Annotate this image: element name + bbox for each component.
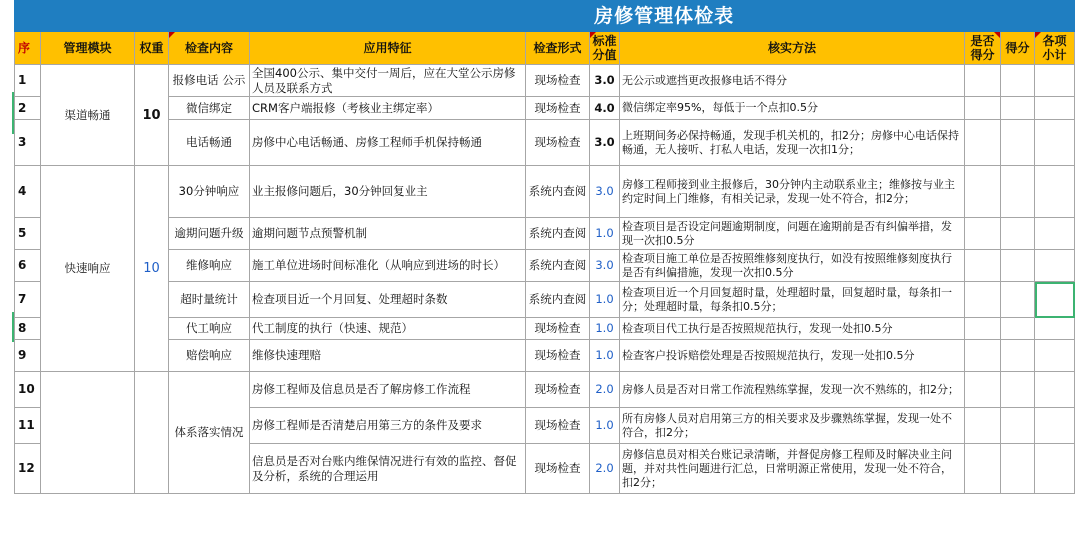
- module-cell[interactable]: 快速响应: [41, 166, 135, 372]
- spreadsheet: [14, 0, 1076, 540]
- header-standard-score[interactable]: 标准 分值: [590, 32, 620, 65]
- header-is-scored[interactable]: 是否 得分: [965, 32, 1001, 65]
- header-feature[interactable]: 应用特征: [250, 32, 526, 65]
- header-row: [15, 32, 1075, 65]
- table-row: 5 逾期问题升级 逾期问题节点预警机制 系统内查阅 1.0 检查项目是否设定问题逾期制度，问题在逾期前是否有纠偏举措，发现一次扣0.5分: [15, 218, 1075, 250]
- table-title: 房修管理体检表: [15, 1, 1075, 32]
- table-row: 6 维修响应 施工单位进场时间标准化（从响应到进场的时长） 系统内查阅 3.0 检查项目施工单位是否按照维修刻度执行，如没有按照维修刻度执行是否有纠偏措施，发现一次扣0.5分: [15, 250, 1075, 282]
- table-row: 8 代工响应 代工制度的执行（快速、规范） 现场检查 1.0 检查项目代工执行是否按照规范执行，发现一处扣0.5分: [15, 318, 1075, 340]
- header-check-form[interactable]: 检查形式: [526, 32, 590, 65]
- table-row: 9 赔偿响应 维修快速理赔 现场检查 1.0 检查客户投诉赔偿处理是否按照规范执行，发现一处扣0.5分: [15, 340, 1075, 372]
- table-row: 10 体系落实情况 房修工程师及信息员是否了解房修工作流程 现场检查 2.0 房修人员是否对日常工作流程熟练掌握，发现一次不熟练的，扣2分；: [15, 372, 1075, 408]
- weight-cell[interactable]: [135, 372, 169, 494]
- table-row: 11 房修工程师是否清楚启用第三方的条件及要求 现场检查 1.0 所有房修人员对启用第三方的相关要求及步骤熟练掌握，发现一处不符合，扣2分；: [15, 408, 1075, 444]
- selected-cell[interactable]: [1035, 282, 1075, 318]
- table-row: 4 快速响应 10 30分钟响应 业主报修问题后，30分钟回复业主 系统内查阅 3.0 房修工程师接到业主报修后，30分钟内主动联系业主；维修按与业主约定时间上门维修，有相关记录，发现一处不符合，扣2分；: [15, 166, 1075, 218]
- table-row: 2 微信绑定 CRM客户端报修（考核业主绑定率） 现场检查 4.0 微信绑定率95%，每低于一个点扣0.5分: [15, 97, 1075, 120]
- row-gutter: [0, 0, 14, 540]
- weight-cell[interactable]: 10: [135, 65, 169, 166]
- header-module[interactable]: 管理模块: [41, 32, 135, 65]
- table-row: 1 渠道畅通 10 报修电话 公示 全国400公示、集中交付一周后，应在大堂公示房修人员及联系方式 现场检查 3.0 无公示或遮挡更改报修电话不得分: [15, 65, 1075, 97]
- header-score[interactable]: 得分: [1001, 32, 1035, 65]
- header-check-item[interactable]: 检查内容: [169, 32, 250, 65]
- table-row: 7 超时量统计 检查项目近一个月回复、处理超时条数 系统内查阅 1.0 检查项目近一个月回复超时量，处理超时量，回复超时量，每条扣一分；处理超时量，每条扣0.5分；: [15, 282, 1075, 318]
- weight-cell[interactable]: 10: [135, 166, 169, 372]
- inspection-table: [14, 0, 1075, 494]
- header-subtotal[interactable]: 各项 小计: [1035, 32, 1075, 65]
- module-cell[interactable]: 渠道畅通: [41, 65, 135, 166]
- table-row: 12 信息员是否对台账内维保情况进行有效的监控、督促及分析，系统的合理运用 现场检查 2.0 房修信息员对相关台账记录清晰，并督促房修工程师及时解决业主问题，并对共性问题进行汇总，日常明源正常使用，发现一处不符合，扣2分；: [15, 444, 1075, 494]
- module-cell[interactable]: [41, 372, 135, 494]
- table-row: 3 电话畅通 房修中心电话畅通、房修工程师手机保持畅通 现场检查 3.0 上班期间务必保持畅通，发现手机关机的，扣2分；房修中心电话保持畅通，无人接听、打私人电话，发现一次扣1分；: [15, 120, 1075, 166]
- header-weight[interactable]: 权重: [135, 32, 169, 65]
- header-index[interactable]: 序: [15, 32, 41, 65]
- header-method[interactable]: 核实方法: [620, 32, 965, 65]
